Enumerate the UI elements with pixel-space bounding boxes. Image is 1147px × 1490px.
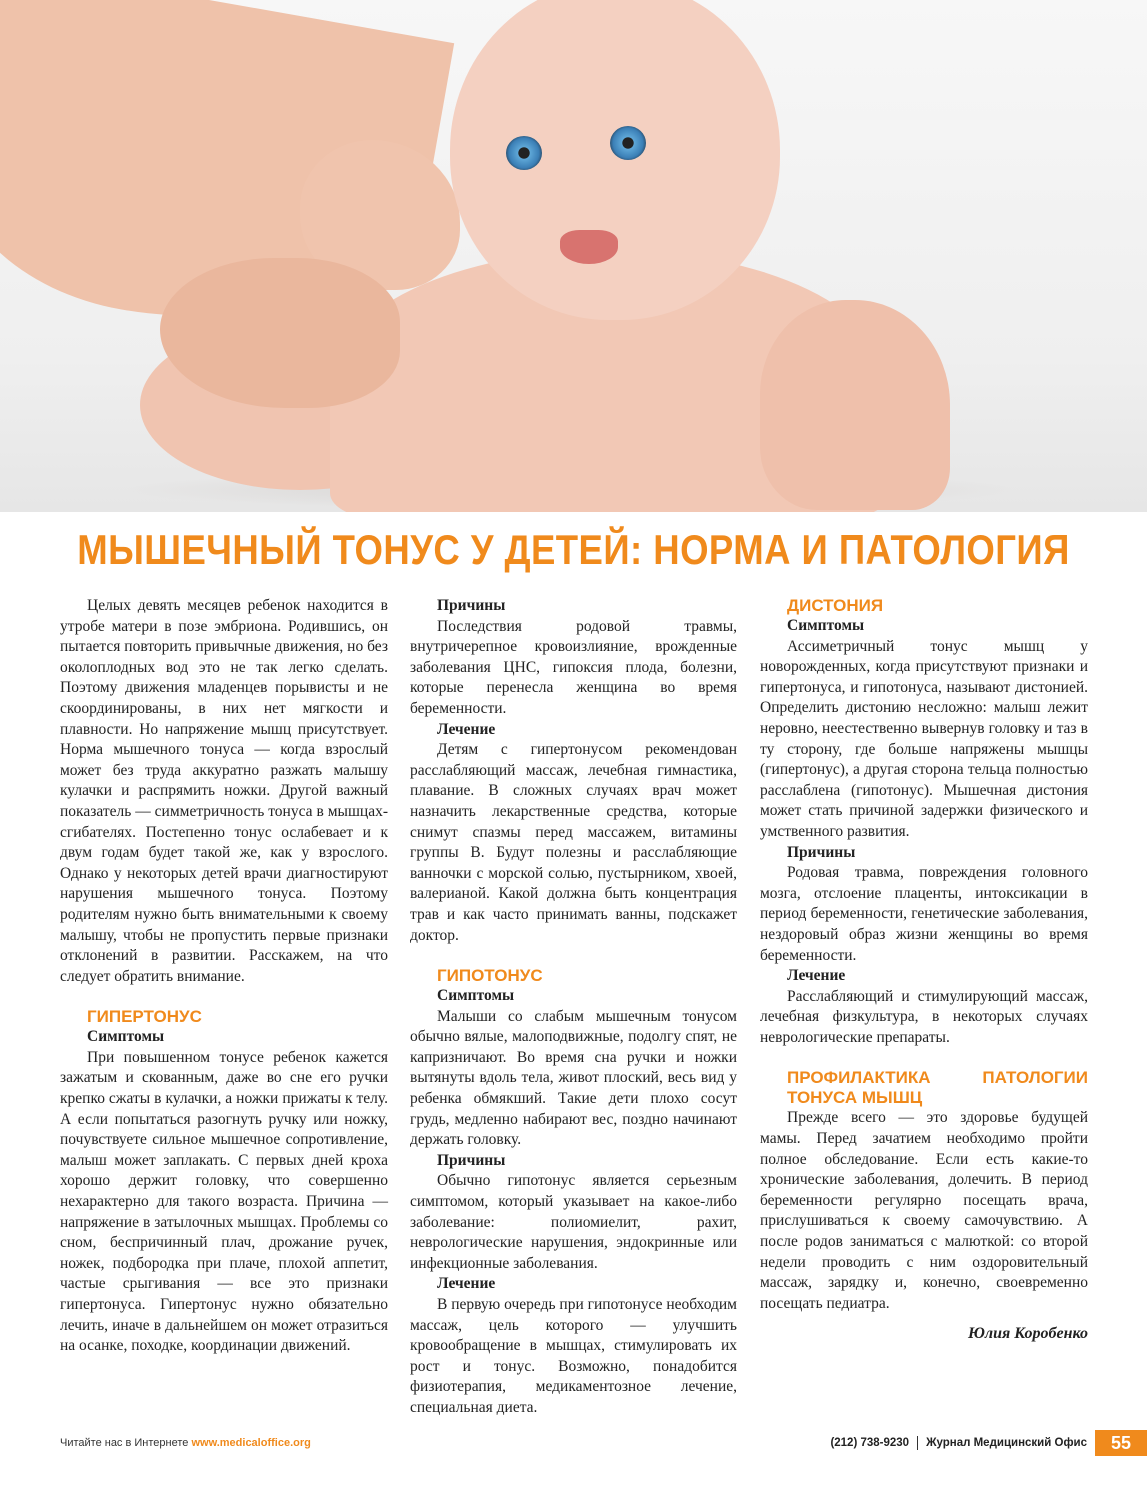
dystonia-treatment-text: Расслабляющий и стимулирующий массаж, лечебная физкультура, в некоторых случаях неврологические препараты. — [760, 987, 1088, 1046]
baby-eye-left — [506, 136, 542, 170]
article-title: МЫШЕЧНЫЙ ТОНУС У ДЕТЕЙ: НОРМА И ПАТОЛОГИЯ — [77, 526, 1070, 573]
hypotonus-treatment-text: В первую очередь при гипотонусе необходим массаж, цель которого — улучшить кровообращение в мышцах, стимулировать их рост и тонус. Возможно, понадобится физиотерапия, медикаментозное лечение, специальная диета. — [410, 1296, 737, 1416]
column-2 — [410, 596, 737, 1419]
footer-left — [60, 1437, 311, 1449]
subheading-symptoms: Симптомы — [787, 617, 865, 634]
subheading-treatment: Лечение — [437, 720, 496, 738]
column-1 — [60, 596, 388, 1357]
subheading-treatment: Лечение — [437, 1275, 496, 1293]
page-number: 55 — [1095, 1430, 1147, 1456]
read-online-label: Читайте нас в Интернете — [60, 1437, 189, 1449]
subheading-symptoms: Симптомы — [437, 987, 515, 1005]
section-heading-prevention: ПРОФИЛАКТИКА ПАТОЛОГИИ ТОНУСА МЫШЦ — [787, 1068, 1088, 1108]
subheading-treatment: Лечение — [787, 967, 846, 985]
subheading-causes: Причины — [437, 597, 506, 614]
dystonia-symptoms-text: Ассиметричный тонус мышц у новорожденных, когда присутствуют признаки и гипертонуса, и гипотонуса, называют дистонией. Определить дистонию несложно: малыш лежит неровно, неестественно вывернув головку и таз в ту сторону, где больше напряжены мышцы (гипертонус), а другая сторона тельца полностью расслаблена (гипотонус). Мышечная дистония может стать причиной задержки физического и умственного развития. — [760, 637, 1088, 840]
section-heading-hypotonus: ГИПОТОНУС — [437, 966, 543, 986]
footer-divider — [917, 1436, 918, 1450]
footer-right — [830, 1430, 1147, 1456]
journal-name: Журнал Медицинский Офис — [926, 1437, 1087, 1449]
subheading-causes: Причины — [787, 843, 856, 861]
baby-arm-shape — [760, 300, 950, 510]
section-heading-dystonia: ДИСТОНИЯ — [787, 596, 884, 615]
hero-photo — [0, 0, 1147, 512]
hypotonus-causes-text: Обычно гипотонус является серьезным симптомом, который указывает на какое-либо заболевание: полиомиелит, рахит, неврологические нарушения, эндокринные или инфекционные заболевания. — [410, 1172, 737, 1272]
baby-eye-right — [610, 126, 646, 160]
column-3 — [760, 596, 1088, 1345]
subheading-symptoms: Симптомы — [87, 1028, 165, 1046]
prevention-text: Прежде всего — это здоровье будущей мамы. Перед зачатием необходимо пройти полное обследование. Если есть какие-то хронические заболевания, долечить. В период беременности регулярно посещать врача, прислушиваться к своему самочувствию. А после родов заниматься с малюткой: со второй недели проводить с ним оздоровительный массаж, зарядку и, конечно, своевременно посещать педиатра. — [760, 1109, 1088, 1312]
intro-paragraph: Целых девять месяцев ребенок находится в утробе матери в позе эмбриона. Родившись, он пытается повторить привычные движения, но без околоплодных вод это не так легко сделать. Поэтому движения младенцев порывисты и не скоординированы, в них нет мягкости и плавности. Но напряжение мышц присутствует. Норма мышечного тонуса — когда взрослый может без труда аккуратно разжать малышу кулачки и распрямить ножки. Другой важный показатель — симметричность тонуса в мышцах-сгибателях. Постепенно тонус ослабевает и к двум годам будет такой же, как у взрослого. Однако у некоторых детей врачи диагностируют нарушения мышечного тонуса. Поэтому родителям нужно быть внимательными к своему малышу, чтобы не пропустить первые признаки отклонений в развитии. Расскажем, на что следует обратить внимание. — [60, 597, 388, 985]
website-link[interactable]: www.medicaloffice.org — [191, 1437, 311, 1449]
section-heading-hypertonus: ГИПЕРТОНУС — [87, 1007, 202, 1027]
hypertonus-treatment-text: Детям с гипертонусом рекомендован расслабляющий массаж, лечебная гимнастика, плавание. В сложных случаях врач может назначить лекарственные средства, которые снимут спазмы перед массажем, витамины группы В. Будут полезны и расслабляющие ванночки с морской солью, пустырником, хвоей, валерианой. Какой должна быть концентрация трав и как часто принимать ванны, подскажет доктор. — [410, 741, 737, 944]
hypotonus-symptoms-text: Малыши со слабым мышечным тонусом обычно вялые, малоподвижные, подолгу спят, не капризничают. Во время сна ручки и ножки вытянуты вдоль тела, живот плоский, весь вид у ребенка обмякший. Такие дети плохо сосут грудь, медленно набирают вес, поздно начинают держать головку. — [410, 1007, 737, 1149]
phone-number: (212) 738-9230 — [830, 1437, 910, 1449]
hypertonus-symptoms-text: При повышенном тонусе ребенок кажется зажатым и скованным, даже во сне его ручки крепко сжаты в кулачки, а ножки прижаты к телу. А если попытаться разогнуть ручку или ножку, почувствуете сильное мышечное сопротивление, малыш может заплакать. С первых дней кроха хорошо держит головку, что совершенно нехарактерно для такого возраста. Причина — напряжение в затылочных мышцах. Проблемы со сном, беспричинный плач, дрожание ручек, ножек, подбородка при плаче, плохой аппетит, частые срыгивания — все это признаки гипертонуса. Гипертонус нужно обязательно лечить, иначе в дальнейшем он может отразиться на осанке, походке, координации движений. — [60, 1048, 388, 1355]
subheading-causes: Причины — [437, 1151, 506, 1169]
author-name: Юлия Коробенко — [968, 1325, 1088, 1343]
baby-head-shape — [450, 0, 780, 320]
hypertonus-causes-text: Последствия родовой травмы, внутричерепное кровоизлияние, врожденные заболевания ЦНС, гипоксия плода, болезни, которые перенесла женщина во время беременности. — [410, 617, 737, 717]
baby-mouth — [560, 230, 618, 264]
dystonia-causes-text: Родовая травма, повреждения головного мозга, отслоение плаценты, интоксикации в период беременности, генетические заболевания, нездоровый образ жизни женщины во время беременности. — [760, 864, 1088, 964]
